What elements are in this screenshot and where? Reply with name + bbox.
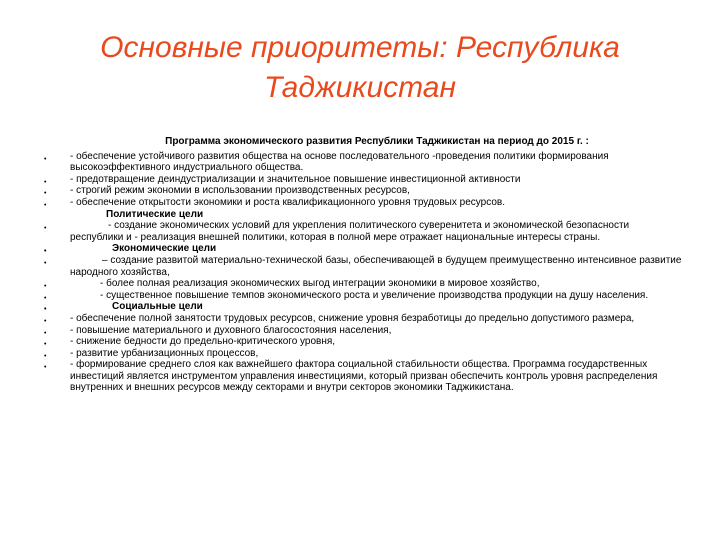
social-goals-heading-text: Социальные цели (112, 301, 203, 313)
list-item: • - повышение материального и духовного благосостояния населения, (44, 325, 684, 337)
economic-goals-heading-text: Экономические цели (112, 243, 217, 255)
list-item: • - обеспечение полной занятости трудовых ресурсов, снижение уровня безработицы до предельно допустимого размера, (44, 313, 684, 325)
economic-goals-heading (44, 243, 684, 255)
list-item-text: - создание экономических условий для укрепления политического суверенитета и экономической безопасности республики и - реализация внешней политики, которая в полной мере отражает национальные интересы страны. (70, 220, 630, 243)
content-list (44, 136, 684, 394)
list-item (44, 290, 684, 302)
slide-title-line-2: Таджикистан (264, 71, 456, 104)
list-item: • - развитие урбанизационных процессов, (44, 348, 684, 360)
list-item: • - предотвращение деиндустриализации и значительное повышение инвестиционной активности (44, 174, 684, 186)
list-item-text: - существенное повышение темпов экономического роста и увеличение производства продукции на душу населения. (100, 289, 649, 301)
list-item: • - строгий режим экономии в использовании производственных ресурсов, (44, 185, 684, 197)
list-item-text: - более полная реализация экономических выгод интеграции экономики в мировое хозяйство, (100, 278, 540, 290)
social-goals-heading (44, 301, 684, 313)
list-item (44, 255, 684, 278)
list-item (44, 278, 684, 290)
political-goals-heading-text: Политические цели (106, 208, 204, 220)
list-item: • - снижение бедности до предельно-критического уровня, (44, 336, 684, 348)
slide-title (40, 28, 680, 108)
political-goals-heading (44, 209, 684, 221)
list-item: • - формирование среднего слоя как важнейшего фактора социальной стабильности общества. Программа государственных инвестиций является инструментом управления инвестициями, который призван обеспечить контроль уровня распределения внутренних и внешних ресурсов между секторами и внутри секторов экономики Таджикистана. (44, 359, 684, 394)
list-item: • - обеспечение устойчивого развития общества на основе последовательного -проведения политики формирования высокоэффективного индустриального общества. (44, 151, 684, 174)
slide-title-line-1: Основные приоритеты: Республика (100, 31, 620, 64)
program-heading: Программа экономического развития Республики Таджикистан на период до 2015 г. : (165, 136, 589, 147)
list-item: • - обеспечение открытости экономики и роста квалификационного уровня трудовых ресурсов. (44, 197, 684, 209)
list-item-text: – создание развитой материально-технической базы, обеспечивающей в будущем преимущественно интенсивное развитие народного хозяйства, (70, 254, 682, 278)
list-item (44, 220, 684, 243)
